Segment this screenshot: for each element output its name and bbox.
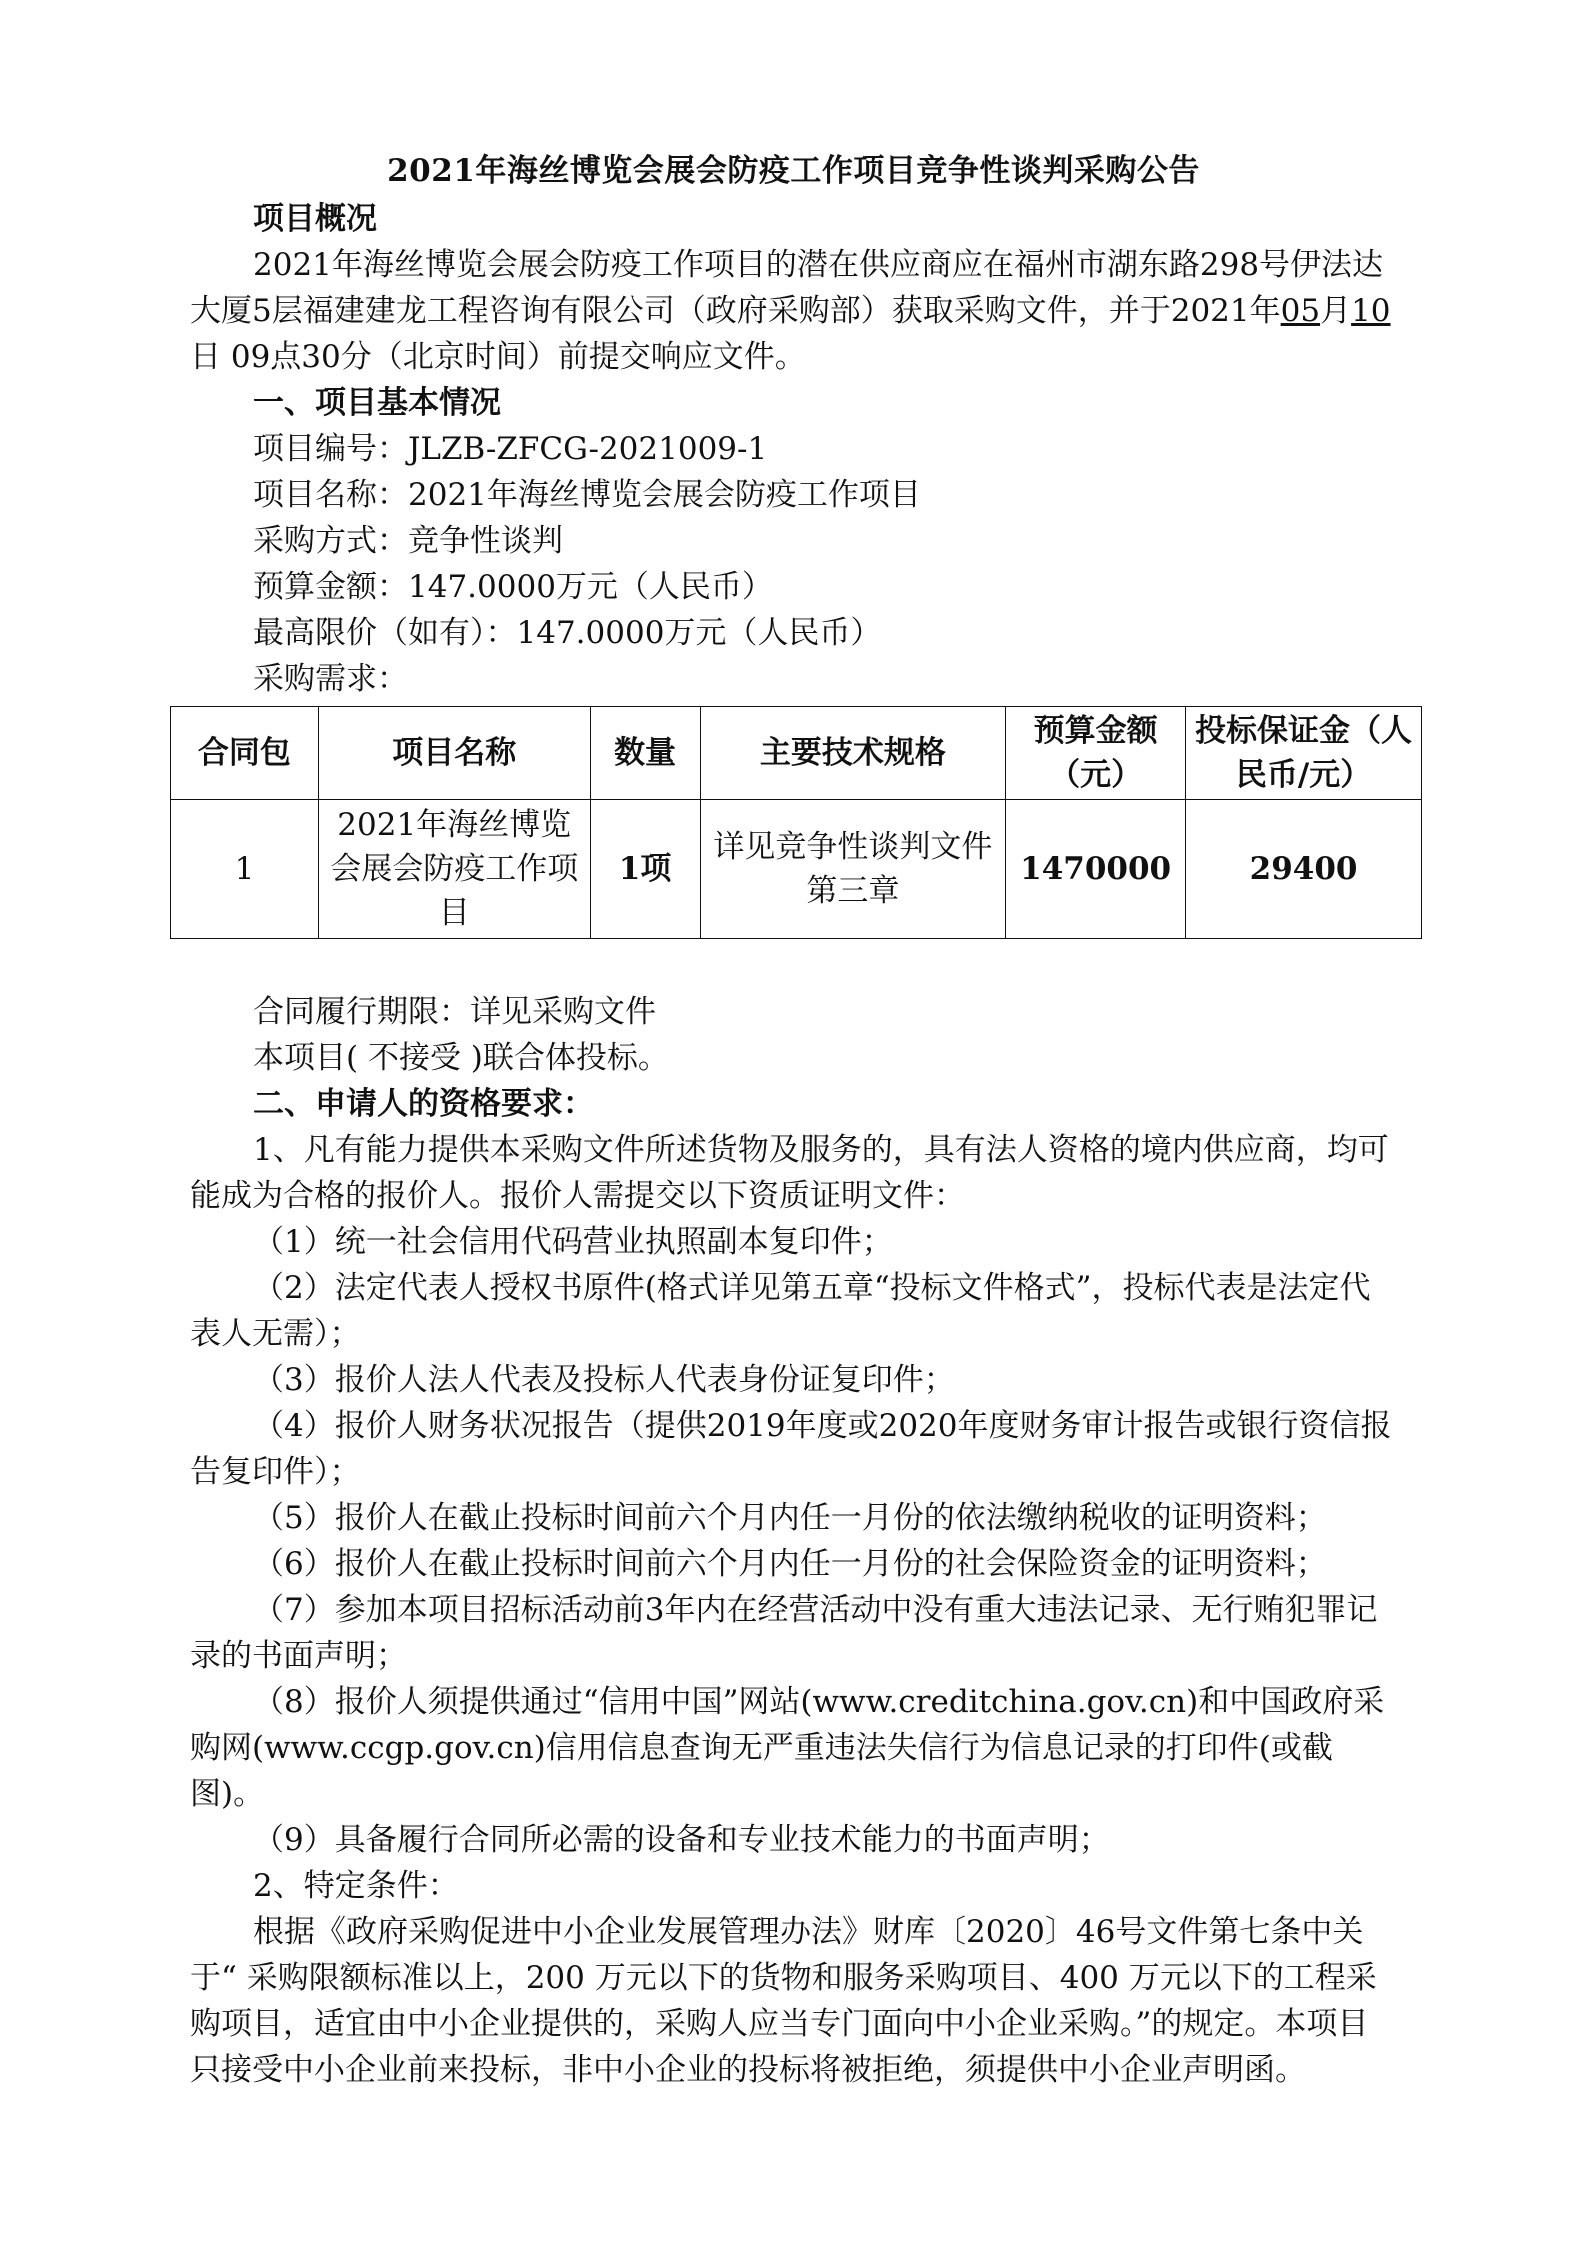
procurement-method: 采购方式：竞争性谈判 [253, 523, 563, 559]
required-doc-8: （8）报价人须提供通过“信用中国”网站(www.creditchina.gov.cn)和中国政府采购网(www.ccgp.gov.cn)信用信息查询无严重违法失信行为信息记录的打印件(或截图)。 [190, 1684, 1385, 1812]
overview-heading: 项目概况 [253, 201, 377, 237]
cell-lot: 1 [171, 800, 319, 939]
required-doc-7: （7）参加本项目招标活动前3年内在经营活动中没有重大违法记录、无行贿犯罪记录的书面声明； [190, 1592, 1378, 1674]
specific-conditions-text: 根据《政府采购促进中小企业发展管理办法》财库〔2020〕46号文件第七条中关于“ 采购限额标准以上，200 万元以下的货物和服务采购项目、400 万元以下的工程采购项目，适宜由中小企业提供的，采购人应当专门面向中小企业采购。”的规定。本项目只接受中小企业前来投标，非中小企业的投标将被拒绝，须提供中小企业声明函。 [190, 1914, 1377, 2088]
document-title: 2021年海丝博览会展会防疫工作项目竞争性谈判采购公告 [387, 153, 1200, 189]
qualification-item-2: 2、特定条件： [253, 1868, 459, 1904]
header-deposit: 投标保证金（人民币/元） [1186, 707, 1422, 800]
required-doc-1: （1）统一社会信用代码营业执照副本复印件； [253, 1224, 893, 1260]
cell-budget: 1470000 [1006, 800, 1186, 939]
required-doc-3: （3）报价人法人代表及投标人代表身份证复印件； [253, 1362, 955, 1398]
qualification-item-1: 1、凡有能力提供本采购文件所述货物及服务的，具有法人资格的境内供应商，均可能成为合格的报价人。报价人需提交以下资质证明文件： [190, 1132, 1389, 1214]
overview-text-2: 月 [1320, 293, 1352, 329]
cell-project-name: 2021年海丝博览会展会防疫工作项目 [318, 800, 590, 939]
required-doc-5: （5）报价人在截止投标时间前六个月内任一月份的依法缴纳税收的证明资料； [253, 1500, 1327, 1536]
required-doc-9: （9）具备履行合同所必需的设备和专业技术能力的书面声明； [253, 1822, 1110, 1858]
header-spec: 主要技术规格 [700, 707, 1006, 800]
cell-spec: 详见竞争性谈判文件第三章 [700, 800, 1006, 939]
cell-quantity: 1项 [590, 800, 700, 939]
project-number: 项目编号：JLZB-ZFCG-2021009-1 [253, 431, 768, 467]
section2-heading: 二、申请人的资格要求： [253, 1086, 594, 1122]
overview-paragraph [190, 242, 1397, 380]
header-quantity: 数量 [590, 707, 700, 800]
demand-label: 采购需求： [253, 661, 408, 697]
project-name: 项目名称：2021年海丝博览会展会防疫工作项目 [253, 477, 921, 513]
required-doc-2: （2）法定代表人授权书原件(格式详见第五章“投标文件格式”，投标代表是法定代表人无需）； [190, 1270, 1371, 1352]
table-row [171, 800, 1422, 939]
deadline-month: 05 [1280, 293, 1321, 329]
table-header-row [171, 707, 1422, 800]
table-spacer [190, 939, 1397, 989]
budget-amount: 预算金额：147.0000万元（人民币） [253, 569, 773, 605]
section1-heading: 一、项目基本情况 [253, 385, 501, 421]
required-doc-6: （6）报价人在截止投标时间前六个月内任一月份的社会保险资金的证明资料； [253, 1546, 1327, 1582]
max-price: 最高限价（如有）：147.0000万元（人民币） [253, 615, 882, 651]
header-project-name: 项目名称 [318, 707, 590, 800]
deadline-day: 10 [1351, 293, 1391, 329]
overview-text-3: 日 09点30分（北京时间）前提交响应文件。 [190, 339, 806, 375]
contract-period: 合同履行期限：详见采购文件 [253, 994, 656, 1030]
required-doc-4: （4）报价人财务状况报告（提供2019年度或2020年度财务审计报告或银行资信报告复印件）； [190, 1408, 1392, 1490]
header-lot: 合同包 [171, 707, 319, 800]
cell-deposit: 29400 [1186, 800, 1422, 939]
consortium-statement: 本项目( 不接受 )联合体投标。 [253, 1040, 669, 1076]
requirements-table [170, 706, 1422, 939]
overview-text-1: 2021年海丝博览会展会防疫工作项目的潜在供应商应在福州市湖东路298号伊法达大厦5层福建建龙工程咨询有限公司（政府采购部）获取采购文件，并于2021年 [190, 247, 1384, 329]
header-budget: 预算金额（元） [1006, 707, 1186, 800]
